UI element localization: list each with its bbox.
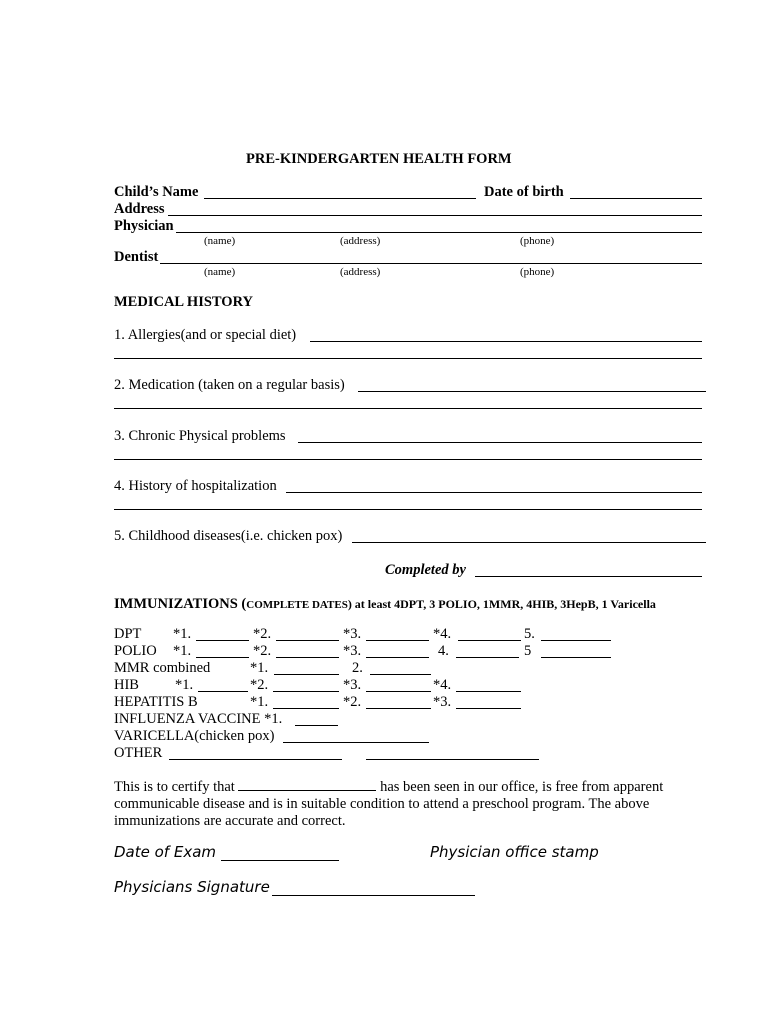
certification-text [114, 778, 684, 830]
hib-3-field[interactable] [366, 691, 431, 692]
hepb-1-field[interactable] [273, 708, 339, 709]
medication-field-line2[interactable] [114, 408, 702, 409]
medication-field[interactable] [358, 391, 706, 392]
dentist-name-hint: (name) [204, 266, 236, 278]
polio-label: POLIO [114, 643, 157, 659]
polio-2-field[interactable] [276, 657, 339, 658]
immunizations-heading [114, 597, 656, 612]
dpt-5-field[interactable] [541, 640, 611, 641]
dpt-5-label: 5. [524, 626, 535, 642]
hepb-2-label: *2. [343, 694, 362, 710]
hib-2-label: *2. [250, 677, 269, 693]
allergies-field[interactable] [310, 341, 702, 342]
hospitalization-field[interactable] [286, 492, 702, 493]
chronic-problems-field-line2[interactable] [114, 459, 702, 460]
dob-label: Date of birth [484, 184, 564, 200]
completed-by-field[interactable] [475, 576, 702, 577]
dpt-4-label: *4. [433, 626, 452, 642]
address-label: Address [114, 201, 165, 217]
hib-2-field[interactable] [273, 691, 339, 692]
dentist-field[interactable] [160, 263, 702, 264]
mmr-label: MMR combined [114, 660, 211, 676]
hib-1-field[interactable] [198, 691, 248, 692]
varicella-label: VARICELLA(chicken pox) [114, 728, 275, 744]
page-title: PRE-KINDERGARTEN HEALTH FORM [246, 151, 512, 167]
physician-label: Physician [114, 218, 174, 234]
mmr-1-field[interactable] [274, 674, 339, 675]
child-name-field[interactable] [204, 198, 476, 199]
hospitalization-label: 4. History of hospitalization [114, 478, 277, 494]
address-field[interactable] [168, 215, 702, 216]
completed-by-label: Completed by [385, 562, 466, 578]
immunizations-heading-rest: ) at least 4DPT, 3 POLIO, 1MMR, 4HIB, 3HepB, 1 Varicella [347, 597, 656, 611]
polio-5-label: 5 [524, 643, 532, 659]
allergies-label: 1. Allergies(and or special diet) [114, 327, 297, 343]
childhood-diseases-label: 5. Childhood diseases(i.e. chicken pox) [114, 528, 343, 544]
mmr-1-label: *1. [250, 660, 269, 676]
dentist-label: Dentist [114, 249, 159, 265]
mmr-2-label: 2. [352, 660, 363, 676]
polio-5-field[interactable] [541, 657, 611, 658]
other-field-2[interactable] [366, 759, 539, 760]
dentist-address-hint: (address) [340, 266, 381, 278]
physician-phone-hint: (phone) [520, 235, 555, 247]
hib-3-label: *3. [343, 677, 362, 693]
dpt-2-field[interactable] [276, 640, 339, 641]
dpt-1-field[interactable] [196, 640, 249, 641]
immunizations-heading-caps: COMPLETE DATES [246, 599, 348, 611]
polio-1-field[interactable] [196, 657, 249, 658]
physician-stamp-label: Physician office stamp [430, 843, 599, 861]
physician-name-hint: (name) [204, 235, 236, 247]
polio-3-label: *3. [343, 643, 362, 659]
dpt-label: DPT [114, 626, 142, 642]
chronic-problems-label: 3. Chronic Physical problems [114, 428, 286, 444]
certify-child-name-field[interactable] [238, 778, 376, 791]
chronic-problems-field[interactable] [298, 442, 702, 443]
dob-field[interactable] [570, 198, 702, 199]
certification-intro: This is to certify that [114, 779, 235, 795]
allergies-field-line2[interactable] [114, 358, 702, 359]
dpt-4-field[interactable] [458, 640, 521, 641]
hib-4-field[interactable] [456, 691, 521, 692]
hepb-1-label: *1. [250, 694, 269, 710]
other-label: OTHER [114, 745, 163, 761]
physician-address-hint: (address) [340, 235, 381, 247]
date-of-exam-label: Date of Exam [114, 843, 217, 861]
immunizations-heading-main: IMMUNIZATIONS ( [114, 596, 247, 612]
hepb-2-field[interactable] [366, 708, 431, 709]
medical-history-heading: MEDICAL HISTORY [114, 294, 254, 310]
hib-label: HIB [114, 677, 139, 693]
physician-signature-label: Physicians Signature [114, 878, 270, 896]
hepb-label: HEPATITIS B [114, 694, 198, 710]
influenza-label: INFLUENZA VACCINE *1. [114, 711, 283, 727]
physician-signature-field[interactable] [272, 895, 475, 896]
hib-4-label: *4. [433, 677, 452, 693]
other-field-1[interactable] [169, 759, 342, 760]
childhood-diseases-field[interactable] [352, 542, 706, 543]
polio-4-label: 4. [438, 643, 449, 659]
certification-body: has been seen in our office, is free from apparent communicable disease and is in suitable condition to attend a preschool program. The above immunizations are accurate and correct. [114, 779, 664, 829]
polio-1-label: *1. [173, 643, 192, 659]
varicella-field[interactable] [283, 742, 429, 743]
hepb-3-field[interactable] [456, 708, 521, 709]
medication-label: 2. Medication (taken on a regular basis) [114, 377, 345, 393]
physician-field[interactable] [176, 232, 702, 233]
polio-4-field[interactable] [456, 657, 519, 658]
date-of-exam-field[interactable] [221, 860, 339, 861]
polio-2-label: *2. [253, 643, 272, 659]
child-name-label: Child’s Name [114, 184, 199, 200]
hib-1-label: *1. [175, 677, 194, 693]
polio-3-field[interactable] [366, 657, 429, 658]
hepb-3-label: *3. [433, 694, 452, 710]
dpt-1-label: *1. [173, 626, 192, 642]
hospitalization-field-line2[interactable] [114, 509, 702, 510]
influenza-1-field[interactable] [295, 725, 338, 726]
dpt-2-label: *2. [253, 626, 272, 642]
mmr-2-field[interactable] [370, 674, 431, 675]
dpt-3-field[interactable] [366, 640, 429, 641]
dpt-3-label: *3. [343, 626, 362, 642]
dentist-phone-hint: (phone) [520, 266, 555, 278]
